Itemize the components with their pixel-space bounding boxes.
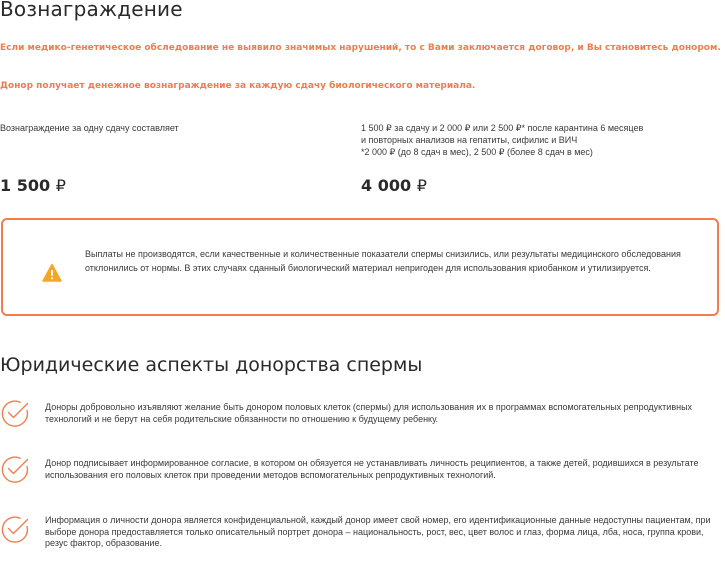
- check-circle-icon: [0, 398, 30, 428]
- warning-triangle-icon: [42, 263, 62, 283]
- price-value: 1 500: [0, 176, 51, 195]
- price-value: 4 000: [361, 176, 412, 195]
- legal-item-text: Донор подписывает информированное согласие, в котором он обязуется не устанавливать личность реципиентов, а также детей, родившихся в результате использования его половых клеток при проведении методов вспомогательных репродуктивных технологий.: [45, 458, 699, 480]
- currency-sign: ₽: [55, 176, 66, 195]
- price-after-quarantine: [361, 176, 427, 196]
- warning-box: [1, 218, 719, 316]
- quarantine-description: [361, 122, 701, 158]
- legal-title: Юридические аспекты донорства спермы: [0, 354, 423, 376]
- reward-intro-contract: Если медико-генетическое обследование не выявило значимых нарушений, то с Вами заключается договор, и Вы становитесь донором.: [0, 43, 721, 53]
- per-donation-label: Вознаграждение за одну сдачу составляет: [0, 123, 179, 133]
- legal-list-item: [0, 398, 722, 438]
- legal-list-item: [0, 454, 722, 494]
- legal-list-item: [0, 514, 722, 554]
- legal-item-text: Доноры добровольно изъявляют желание быть донором половых клеток (спермы) для использования их в программах вспомогательных репродуктивных технологий и не берут на себя родительские обязанности по отношению к будущему ребенку.: [45, 402, 693, 424]
- legal-item-text: Информация о личности донора является конфиденциальной, каждый донор имеет свой номер, его идентификационные данные недоступны пациентам, при выборе донора предоставляется только описательный портрет донора – национальность, рост, вес, цвет волос и глаз, форма лица, лба, носа, группа крови, резус фактор, образование.: [45, 515, 711, 548]
- currency-sign: ₽: [416, 176, 427, 195]
- quarantine-description-line: и повторных анализов на гепатиты, сифилис и ВИЧ: [361, 135, 578, 145]
- price-per-donation: [0, 176, 66, 196]
- warning-text: Выплаты не производятся, если качественные и количественные показатели спермы снизились, или результаты медицинского обследования отклонились от нормы. В этих случаях сданный биологический материал непригоден для использования криобанком и утилизируется.: [85, 249, 681, 273]
- check-circle-icon: [0, 514, 30, 544]
- quarantine-description-line: 1 500 ₽ за сдачу и 2 000 ₽ или 2 500 ₽* после карантина 6 месяцев: [361, 123, 644, 133]
- quarantine-description-line: *2 000 ₽ (до 8 сдач в мес), 2 500 ₽ (более 8 сдач в мес): [361, 147, 593, 157]
- reward-intro-payment: Донор получает денежное вознаграждение за каждую сдачу биологического материала.: [0, 81, 476, 91]
- reward-title: Вознаграждение: [0, 0, 183, 21]
- check-circle-icon: [0, 454, 30, 484]
